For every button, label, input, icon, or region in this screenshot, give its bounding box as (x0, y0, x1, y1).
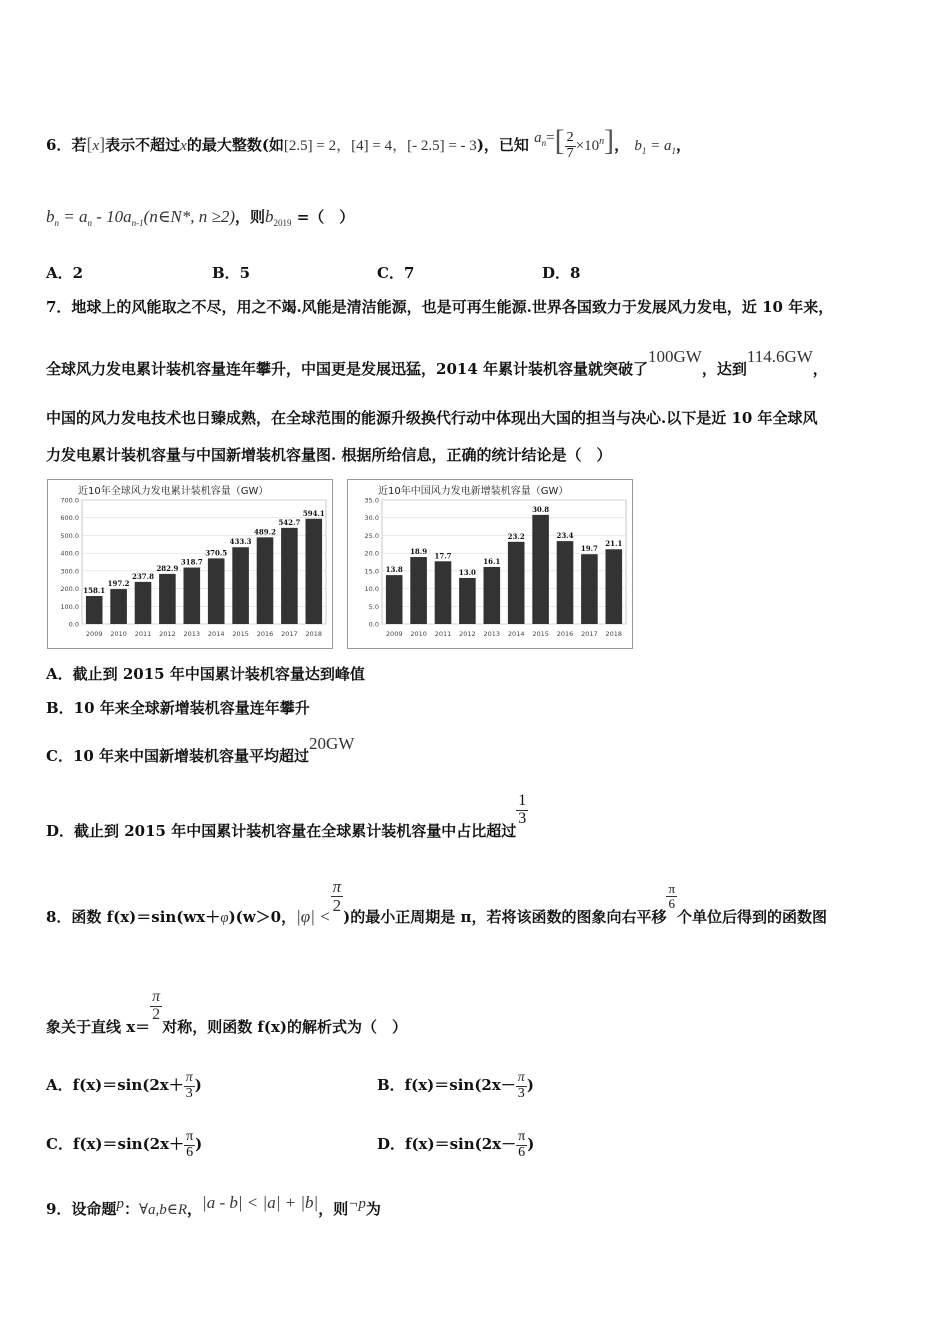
question-number: 6． (46, 136, 72, 154)
bar (386, 575, 403, 624)
q6-option-a[interactable]: A．2 (46, 264, 84, 282)
bar (532, 515, 549, 624)
bar (484, 567, 501, 624)
data-label: 21.1 (605, 539, 623, 549)
data-label: 370.5 (205, 548, 228, 558)
global-cumulative-chart-svg (48, 480, 332, 648)
x-tick-label: 2009 (385, 630, 403, 638)
bar (306, 519, 323, 624)
y-tick-label: 5.0 (368, 602, 379, 611)
y-tick-label: 700.0 (60, 496, 79, 505)
y-tick-label: 20.0 (364, 549, 379, 558)
bar (257, 537, 274, 624)
data-label: 30.8 (532, 504, 550, 514)
y-tick-label: 100.0 (60, 602, 79, 611)
x-tick-label: 2016 (256, 630, 274, 638)
x-tick-label: 2018 (605, 630, 623, 638)
data-label: 158.1 (83, 585, 106, 595)
q7-option-b[interactable]: B．10 年来全球新增装机容量连年攀升 (46, 699, 310, 717)
global-cumulative-chart (47, 479, 333, 649)
y-tick-label: 10.0 (364, 585, 379, 594)
data-label: 19.7 (580, 544, 598, 554)
data-label: 489.2 (254, 527, 276, 537)
x-tick-label: 2014 (207, 630, 225, 638)
y-tick-label: 0.0 (368, 620, 379, 629)
bar (281, 528, 298, 624)
q7-line-4: 力发电累计装机容量与中国新增装机容量图. 根据所给信息，正确的统计结论是（ ） (46, 446, 612, 464)
bar (110, 589, 127, 624)
q7-option-a[interactable]: A．截止到 2015 年中国累计装机容量达到峰值 (46, 665, 365, 683)
bar (606, 549, 623, 624)
x-tick-label: 2014 (507, 630, 525, 638)
data-label: 23.2 (507, 531, 525, 541)
x-tick-label: 2010 (410, 630, 427, 638)
x-tick-label: 2011 (134, 630, 152, 638)
x-tick-label: 2010 (110, 630, 127, 638)
china-new-capacity-chart-svg (348, 480, 632, 648)
data-label: 13.0 (458, 567, 476, 577)
y-tick-label: 0.0 (68, 620, 79, 629)
x-tick-label: 2017 (581, 630, 598, 638)
q8-option-c[interactable]: C．f(x)＝sin(2x＋ $\frac{\pi}{6}$ ) (46, 1129, 203, 1160)
data-label: 197.2 (107, 579, 130, 589)
bar (184, 568, 201, 624)
q8-line-1: 8．函数 f(x)＝sin(wx＋φ)(w＞0，|φ| < $\frac{\pi}{2}$ )的最小正周期是 π，若将该函数的图象向右平移 $\frac{\pi}{6}$ 个单位后得到的函数图 (46, 877, 828, 927)
q7-line-1: 7．地球上的风能取之不尽，用之不竭.风能是清洁能源，也是可再生能源.世界各国致力于发展风力发电，近 10 年来， (46, 298, 834, 316)
y-tick-label: 600.0 (60, 514, 79, 523)
data-label: 542.7 (278, 517, 301, 527)
y-tick-label: 200.0 (60, 585, 79, 594)
y-tick-label: 25.0 (364, 531, 379, 540)
example-3: [- 2.5] = - 3 (407, 138, 477, 154)
q8-line-2: 象关于直线 x＝ $\frac{\pi}{2}$ 对称，则函数 f(x)的解析式为（ ） (46, 988, 408, 1037)
q7-line-2: 全球风力发电累计装机容量连年攀升，中国更是发展迅猛，2014 年累计装机容量就突破了100GW，达到114.6GW， (46, 347, 828, 378)
q6-line-1: 6．若[x]表示不超过x的最大整数(如[2.5] = 2，[4] = 4，[- 2.5] = - 3)，已知 $a_n=$[ $\frac{2}{7}$ $\times 10^n$]， $b_1 = a_1$， (46, 124, 691, 161)
q7-option-c[interactable]: C．10 年来中国新增装机容量平均超过20GW (46, 734, 355, 765)
data-label: 13.8 (385, 565, 403, 575)
y-tick-label: 15.0 (364, 567, 379, 576)
q6-line-2: $b_n = a_n$ - $10a_{n-1}(n\in N*$, n ≥2)，则$b_{2019}$ =（ ） (46, 207, 355, 228)
q8-option-d[interactable]: D．f(x)＝sin(2x－ $\frac{\pi}{6}$ ) (377, 1129, 535, 1160)
x-tick-label: 2012 (459, 630, 476, 638)
q6-option-d[interactable]: D．8 (542, 264, 581, 282)
y-tick-label: 35.0 (364, 496, 379, 505)
q7-option-d[interactable]: D．截止到 2015 年中国累计装机容量在全球累计装机容量中占比超过 $\frac{1}{3}$ (46, 792, 527, 841)
bar (159, 574, 176, 624)
example-1: [2.5] = 2 (283, 138, 337, 154)
data-label: 16.1 (483, 556, 501, 566)
bar (208, 558, 225, 624)
y-tick-label: 300.0 (60, 567, 79, 576)
x-tick-label: 2009 (85, 630, 103, 638)
y-tick-label: 400.0 (60, 549, 79, 558)
x-tick-label: 2011 (434, 630, 452, 638)
q8-option-a[interactable]: A．f(x)＝sin(2x＋ $\frac{\pi}{3}$ ) (46, 1070, 202, 1101)
data-label: 23.4 (556, 531, 574, 541)
data-label: 318.7 (180, 557, 203, 567)
chart-title: 近10年中国风力发电新增装机容量（GW） (378, 486, 569, 497)
bar (557, 541, 574, 624)
x-tick-label: 2015 (532, 630, 549, 638)
x-tick-label: 2012 (159, 630, 176, 638)
q7-line-3: 中国的风力发电技术也日臻成熟，在全球范围的能源升级换代行动中体现出大国的担当与决心.以下是近 10 年全球风 (46, 409, 818, 427)
chart-title: 近10年全球风力发电累计装机容量（GW） (78, 486, 269, 497)
x-tick-label: 2015 (232, 630, 249, 638)
q6-option-b[interactable]: B．5 (212, 264, 251, 282)
bar (135, 582, 152, 624)
x-tick-label: 2018 (305, 630, 323, 638)
x-tick-label: 2017 (281, 630, 298, 638)
bar (435, 561, 452, 624)
bar (459, 578, 476, 624)
x-tick-label: 2013 (183, 630, 201, 638)
example-2: [4] = 4 (351, 138, 393, 154)
data-label: 237.8 (132, 571, 154, 581)
q6-option-c[interactable]: C．7 (377, 264, 415, 282)
data-label: 17.7 (434, 551, 452, 561)
data-label: 282.9 (156, 563, 179, 573)
data-label: 18.9 (410, 547, 428, 557)
x-tick-label: 2016 (556, 630, 574, 638)
china-new-capacity-chart (347, 479, 633, 649)
data-label: 433.3 (229, 537, 252, 547)
fraction-2-7: $\frac{2}{7}$ (566, 129, 574, 161)
y-tick-label: 500.0 (60, 531, 79, 540)
y-tick-label: 30.0 (364, 514, 379, 523)
data-label: 594.1 (302, 508, 325, 518)
bar (232, 547, 249, 624)
q8-option-b[interactable]: B．f(x)＝sin(2x－ $\frac{\pi}{3}$ ) (377, 1070, 534, 1101)
bar (86, 596, 103, 624)
bar (410, 557, 427, 624)
bar (508, 542, 525, 624)
q9-line: 9．设命题p：∀a,b∈R，|a - b| < |a| + |b|，则¬p为 (46, 1193, 381, 1218)
x-tick-label: 2013 (483, 630, 501, 638)
bar (581, 554, 598, 624)
